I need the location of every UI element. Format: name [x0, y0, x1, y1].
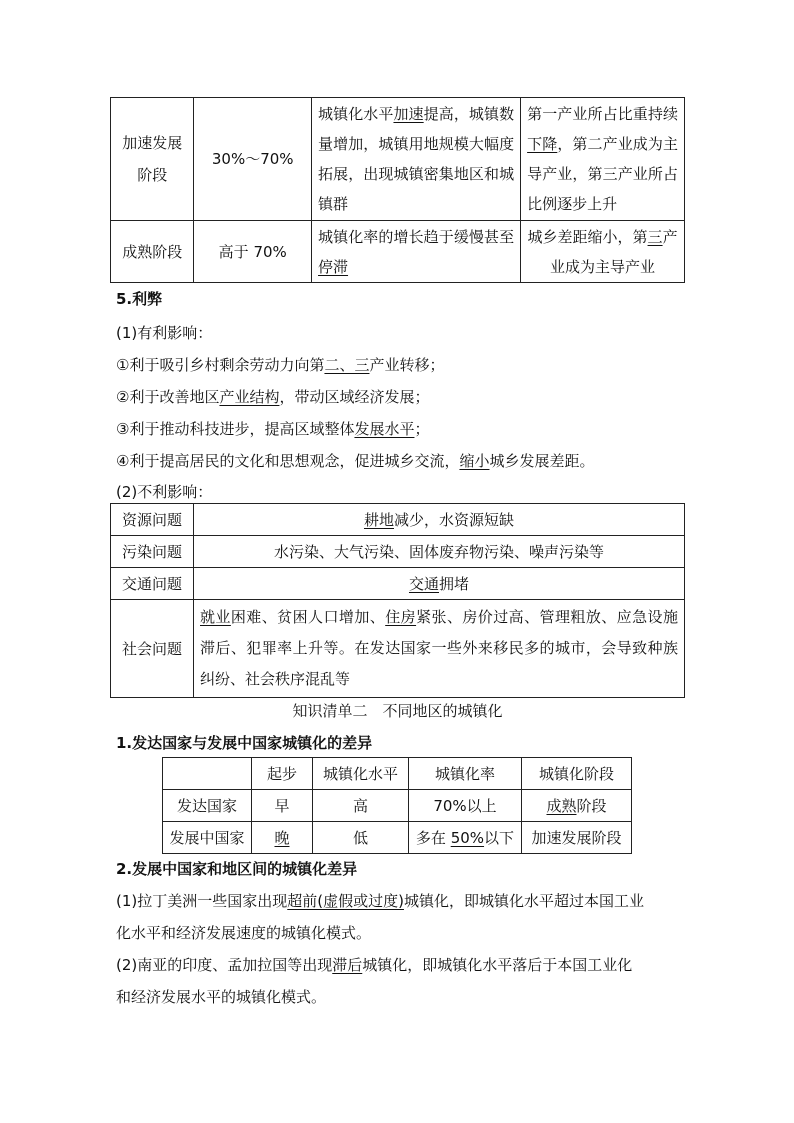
table-cell: 低	[313, 822, 409, 854]
table-cell: 早	[252, 790, 313, 822]
problem-key-cell: 资源问题	[111, 504, 194, 536]
negative-impact-table	[110, 503, 685, 698]
stage-industry-cell: 第一产业所占比重持续下降，第二产业成为主导产业，第三产业所占比例逐步上升	[521, 98, 685, 221]
knowledge-list-2-title: 知识清单二 不同地区的城镇化	[292, 702, 503, 720]
header-cell	[163, 758, 252, 790]
stage-rate-cell: 高于 70%	[194, 221, 312, 283]
table-row	[111, 98, 685, 221]
problem-value-cell: 耕地减少，水资源短缺	[194, 504, 685, 536]
table-row	[111, 536, 685, 568]
subsection-1-title: 1.发达国家与发展中国家城镇化的差异	[116, 734, 373, 752]
header-cell: 城镇化阶段	[522, 758, 632, 790]
table-cell: 发达国家	[163, 790, 252, 822]
problem-value-cell: 交通拥堵	[194, 568, 685, 600]
table-row	[163, 790, 632, 822]
paragraph-1-line-1: (1)拉丁美洲一些国家出现超前(虚假或过度)城镇化，即城镇化水平超过本国工业	[116, 892, 644, 910]
table-cell: 成熟阶段	[522, 790, 632, 822]
stage-name-cell: 加速发展阶段	[111, 98, 194, 221]
problem-key-cell: 污染问题	[111, 536, 194, 568]
stage-name-cell: 成熟阶段	[111, 221, 194, 283]
header-cell: 城镇化率	[409, 758, 522, 790]
stage-industry-cell: 城乡差距缩小，第三产业成为主导产业	[521, 221, 685, 283]
country-comparison-table	[162, 757, 632, 854]
table-row	[111, 504, 685, 536]
table-row	[111, 221, 685, 283]
positive-item-1: ①利于吸引乡村剩余劳动力向第二、三产业转移；	[116, 356, 445, 374]
subsection-2-title: 2.发展中国家和地区间的城镇化差异	[116, 860, 358, 878]
paragraph-2-line-1: (2)南亚的印度、孟加拉国等出现滞后城镇化，即城镇化水平落后于本国工业化	[116, 956, 633, 974]
table-cell: 晚	[252, 822, 313, 854]
header-cell: 起步	[252, 758, 313, 790]
table-row	[163, 822, 632, 854]
problem-key-cell: 社会问题	[111, 600, 194, 698]
section-5-title: 5.利弊	[116, 290, 163, 308]
negative-impact-title: (2)不利影响：	[116, 483, 213, 501]
positive-item-3: ③利于推动科技进步，提高区域整体发展水平；	[116, 420, 430, 438]
positive-item-4: ④利于提高居民的文化和思想观念，促进城乡交流，缩小城乡发展差距。	[116, 452, 595, 470]
header-cell: 城镇化水平	[313, 758, 409, 790]
problem-key-cell: 交通问题	[111, 568, 194, 600]
table-cell: 70%以上	[409, 790, 522, 822]
table-cell: 高	[313, 790, 409, 822]
table-header-row	[163, 758, 632, 790]
table-row	[111, 568, 685, 600]
table-row	[111, 600, 685, 698]
paragraph-1-line-2: 化水平和经济发展速度的城镇化模式。	[116, 924, 372, 942]
stage-features-cell: 城镇化率的增长趋于缓慢甚至停滞	[312, 221, 521, 283]
table-cell: 多在 50%以下	[409, 822, 522, 854]
table-cell: 发展中国家	[163, 822, 252, 854]
paragraph-2-line-2: 和经济发展水平的城镇化模式。	[116, 988, 327, 1006]
problem-value-cell: 水污染、大气污染、固体废弃物污染、噪声污染等	[194, 536, 685, 568]
stage-rate-cell: 30%～70%	[194, 98, 312, 221]
problem-value-cell: 就业困难、贫困人口增加、住房紧张、房价过高、管理粗放、应急设施滞后、犯罪率上升等。在发达国家一些外来移民多的城市，会导致种族纠纷、社会秩序混乱等	[194, 600, 685, 698]
urbanization-stage-table	[110, 97, 685, 283]
stage-features-cell: 城镇化水平加速提高，城镇数量增加，城镇用地规模大幅度拓展，出现城镇密集地区和城镇群	[312, 98, 521, 221]
positive-impact-title: (1)有利影响：	[116, 324, 213, 342]
table-cell: 加速发展阶段	[522, 822, 632, 854]
positive-item-2: ②利于改善地区产业结构，带动区域经济发展；	[116, 388, 430, 406]
